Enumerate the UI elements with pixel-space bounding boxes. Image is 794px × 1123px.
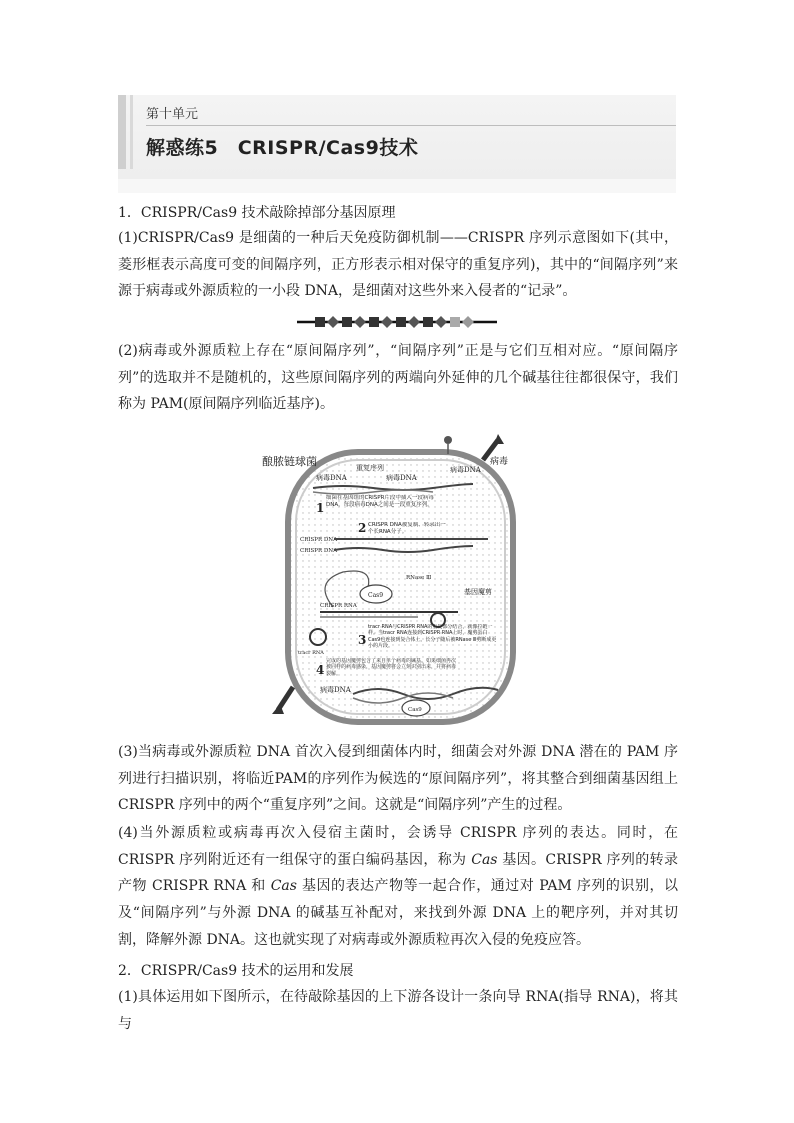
crispr-sequence-diagram [297,314,497,330]
crispr-dna-label-1: CRISPR DNA [300,537,338,543]
cas9-bottom-label: Cas9 [408,707,422,713]
cas-gene-term: Cas [270,878,297,895]
step-4-text: 完成的基因魔剪包含了来自单个病毒的碱基。如果细菌再次被同样的病毒感染，基因魔剪将会立刻识别出来，并将病毒裂解。 [326,658,456,677]
repeat-square [342,317,352,327]
crispr-mechanism-figure [258,432,538,732]
step-4-number: 4 [316,663,325,677]
spacer-diamond [408,316,420,328]
crispr-rna-label: CRISPR RNA [320,603,357,609]
virus-icon [272,687,293,714]
viral-dna-mid-label: 病毒DNA [386,474,417,482]
spacer-diamond [381,316,393,328]
step-1-text: 细菌在基因组的CRISPR片段中插入一段病毒DNA，每段病毒DNA之间是一段重复序列。 [326,495,434,508]
crispr-dna-label-2: CRISPR DNA [300,548,338,554]
paragraph-4-text-a: (4)当外源质粒或病毒再次入侵宿主菌时，会诱导 CRISPR 序列的表达。同时，在 CRISPR 序列附近还有一组保守的蛋白编码基因，称为 [118,825,678,868]
cas-gene-term: Cas [471,851,498,868]
step-2-text: CRISPR DNA被复制、转录出一个长RNA分子。 [368,522,446,535]
repeat-square [450,317,460,327]
repeat-square [369,317,379,327]
paragraph-4-text-b: 基因。CRISPR 序列的转录产物 CRISPR RNA 和 [118,851,678,895]
section2-heading: 2．CRISPR/Cas9 技术的运用和发展 [118,963,354,979]
spacer-diamond [462,316,474,328]
viral-dna-bottom-label: 病毒DNA [320,686,351,694]
step-2-number: 2 [358,521,367,535]
repeat-sequence-label: 重复序列 [356,464,384,472]
spacer-diamond [354,316,366,328]
paragraph-4-text-c: 基因的表达产物等一起合作，通过对 PAM 序列的识别，以及“间隔序列”与外源 DNA 的碱基互补配对，来找到外源 DNA 上的靶序列，并对其切割，降解外源 DNA。这也就实现了对病毒或外源质粒再次入侵的免疫应答。 [118,878,678,948]
step-1-number: 1 [316,501,325,515]
section1-heading: 1．CRISPR/Cas9 技术敲除掉部分基因原理 [118,205,396,221]
unit-header [118,95,676,193]
step-3-number: 3 [358,633,367,647]
header-accent-bar-thin [130,95,133,169]
header-divider [146,125,676,126]
viral-dna-right-label: 病毒DNA [450,466,481,474]
section1-paragraph-3: (3)当病毒或外源质粒 DNA 首次入侵到细菌体内时，细菌会对外源 DNA 潜在的 PAM 序列进行扫描识别，将临近PAM的序列作为候选的“原间隔序列”，将其整合到细菌基因组上 CRISPR 序列中的两个“重复序列”之间。这就是“间隔序列”产生的过程。 [118,744,678,814]
header-accent-bar [118,95,126,169]
repeat-square [315,317,325,327]
bacterium-label: 酿脓链球菌 [262,455,317,468]
unit-label: 第十单元 [146,107,199,122]
section1-paragraph-2: (2)病毒或外源质粒上存在“原间隔序列”，“间隔序列”正是与它们互相对应。“原间隔序列”的选取并不是随机的，这些原间隔序列的两端向外延伸的几个碱基往往都很保守，我们称为 PAM(原间隔序列临近基序)。 [118,343,678,413]
rnase-label: RNase Ⅲ [406,575,432,581]
page-title: 解惑练5 CRISPR/Cas9技术 [146,137,419,159]
section1-paragraph-4 [118,820,678,954]
section2-paragraph-1: (1)具体运用如下图所示，在待敲除基因的上下游各设计一条向导 RNA(指导 RNA)，将其与 [118,989,678,1032]
cas9-label: Cas9 [368,592,384,599]
viral-dna-top-label: 病毒DNA [316,474,347,482]
spacer-diamond [327,316,339,328]
repeat-square [396,317,406,327]
section1-paragraph-1: (1)CRISPR/Cas9 是细菌的一种后天免疫防御机制——CRISPR 序列示意图如下(其中，菱形框表示高度可变的间隔序列，正方形表示相对保守的重复序列)，其中的“间隔序列”来源于病毒或外源质粒的一小段 DNA，是细菌对这些外来入侵者的“记录”。 [118,230,678,300]
spacer-diamond [435,316,447,328]
tracr-rna-label: tracr RNA [298,650,324,656]
virus-label: 病毒 [490,457,509,467]
gene-scissors-label: 基因魔剪 [464,588,492,596]
repeat-square [423,317,433,327]
step-3-text: tracr RNA与CRISPR RNA的重复部分结合，就像拉链一样。当tracr RNA连接到CRISPR RNA上时，魔剪蛋白Cas9也连接到复合体上。长分子随后被RNase Ⅲ剪断成更小的片段。 [368,624,497,649]
header-footer-band [118,179,676,193]
